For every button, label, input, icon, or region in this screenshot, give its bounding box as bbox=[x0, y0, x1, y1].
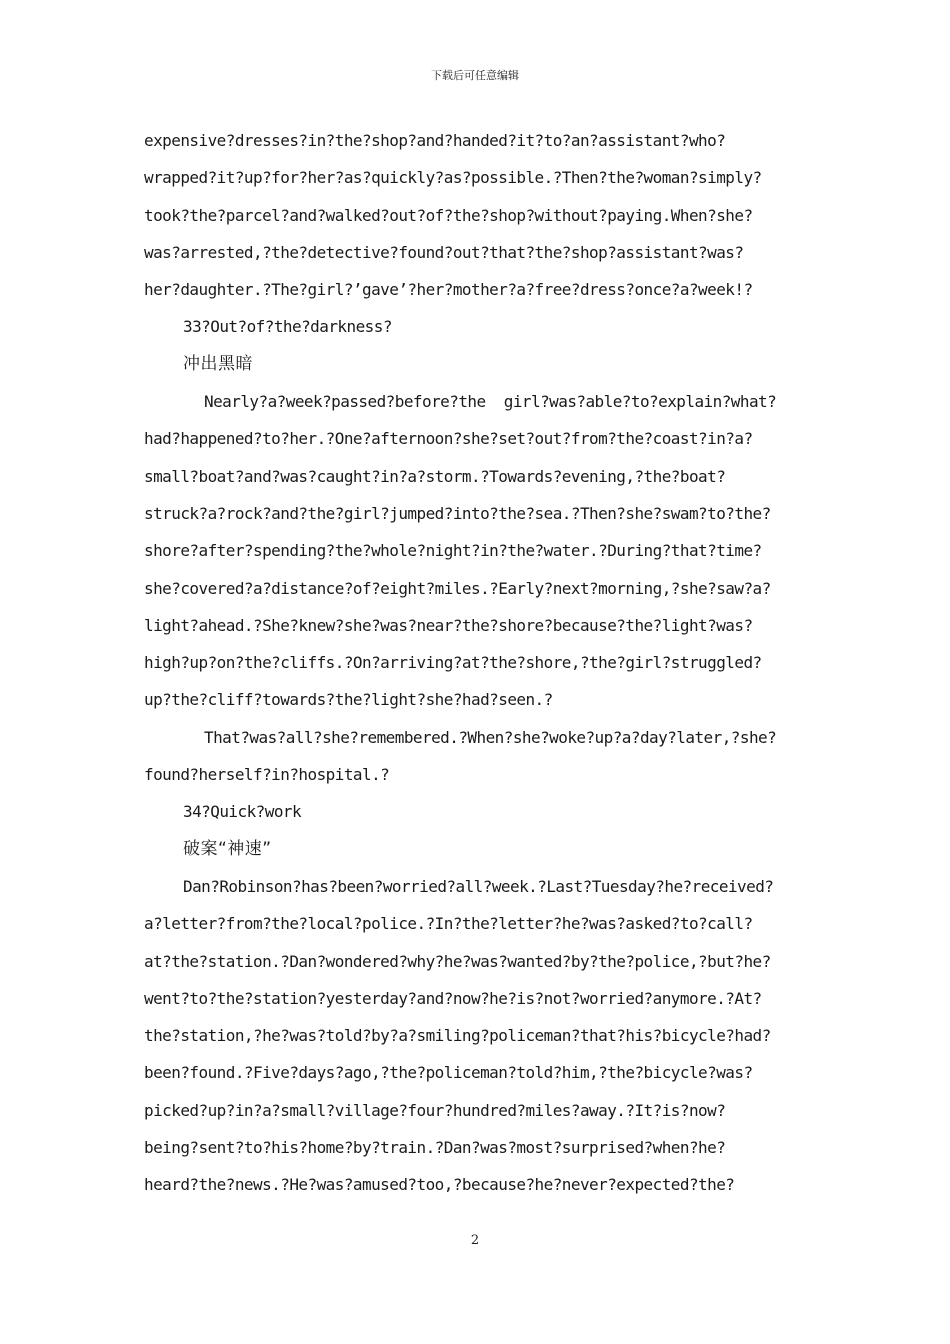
text-line: had?happened?to?her.?One?afternoon?she?set?out?from?the?coast?in?a? bbox=[144, 429, 753, 449]
lesson-34-chinese-title: 破案“神速” bbox=[183, 838, 272, 859]
text-line: light?ahead.?She?knew?she?was?near?the?shore?because?the?light?was? bbox=[144, 615, 753, 635]
page-number: 2 bbox=[470, 1233, 480, 1248]
text-line: struck?a?rock?and?the?girl?jumped?into?the?sea.?Then?she?swam?to?the? bbox=[144, 503, 771, 523]
lesson-33-chinese-title: 冲出黑暗 bbox=[183, 353, 253, 374]
text-line: high?up?on?the?cliffs.?On?arriving?at?the?shore,?the?girl?struggled? bbox=[144, 653, 762, 673]
body-text bbox=[144, 122, 824, 1204]
text-line: wrapped?it?up?for?her?as?quickly?as?possible.?Then?the?woman?simply? bbox=[144, 168, 762, 188]
text-line: been?found.?Five?days?ago,?the?policeman?told?him,?the?bicycle?was? bbox=[144, 1063, 753, 1083]
text-line: being?sent?to?his?home?by?train.?Dan?was?most?surprised?when?he? bbox=[144, 1138, 726, 1158]
text-line: shore?after?spending?the?whole?night?in?the?water.?During?that?time? bbox=[144, 541, 762, 561]
page-header: 下载后可任意编辑 bbox=[431, 69, 519, 82]
lesson-34-title: 34?Quick?work bbox=[183, 802, 302, 822]
text-line: she?covered?a?distance?of?eight?miles.?Early?next?morning,?she?saw?a? bbox=[144, 578, 771, 598]
text-line: took?the?parcel?and?walked?out?of?the?shop?without?paying.When?she? bbox=[144, 205, 753, 225]
text-line: the?station,?he?was?told?by?a?smiling?policeman?that?his?bicycle?had? bbox=[144, 1026, 771, 1046]
text-line: Dan?Robinson?has?been?worried?all?week.?Last?Tuesday?he?received? bbox=[183, 876, 774, 896]
text-line: up?the?cliff?towards?the?light?she?had?seen.? bbox=[144, 690, 553, 710]
lesson-33-title: 33?Out?of?the?darkness? bbox=[183, 317, 392, 337]
text-line: heard?the?news.?He?was?amused?too,?because?he?never?expected?the? bbox=[144, 1175, 735, 1195]
text-line: went?to?the?station?yesterday?and?now?he?is?not?worried?anymore.?At? bbox=[144, 988, 762, 1008]
text-line: That?was?all?she?remembered.?When?she?woke?up?a?day?later,?she? bbox=[204, 727, 777, 747]
text-line: a?letter?from?the?local?police.?In?the?letter?he?was?asked?to?call? bbox=[144, 914, 753, 934]
text-line: was?arrested,?the?detective?found?out?that?the?shop?assistant?was? bbox=[144, 242, 744, 262]
text-line: expensive?dresses?in?the?shop?and?handed?it?to?an?assistant?who? bbox=[144, 131, 726, 150]
text-line: Nearly?a?week?passed?before?the girl?was?able?to?explain?what? bbox=[204, 392, 777, 412]
text-line: found?herself?in?hospital.? bbox=[144, 765, 390, 785]
text-line: small?boat?and?was?caught?in?a?storm.?Towards?evening,?the?boat? bbox=[144, 466, 726, 486]
text-line: picked?up?in?a?small?village?four?hundred?miles?away.?It?is?now? bbox=[144, 1100, 726, 1120]
text-line: her?daughter.?The?girl?’gave’?her?mother?a?free?dress?once?a?week!? bbox=[144, 280, 753, 300]
text-line: at?the?station.?Dan?wondered?why?he?was?wanted?by?the?police,?but?he? bbox=[144, 951, 771, 971]
